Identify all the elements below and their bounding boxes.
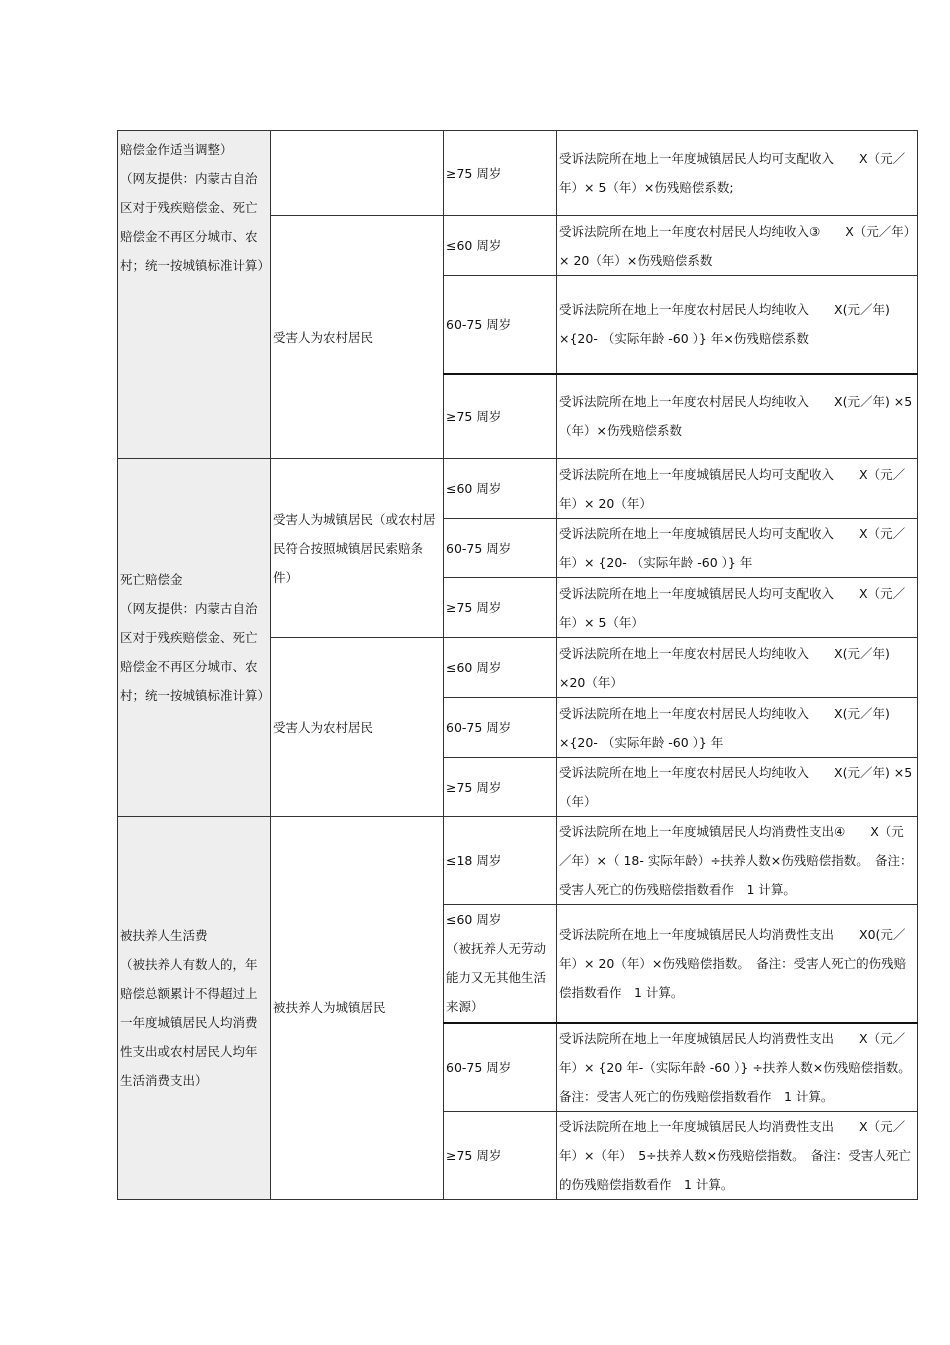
formula-cell: 受诉法院所在地上一年度城镇居民人均可支配收入 X（元／年）× 5（年） xyxy=(557,578,918,638)
formula-cell: 受诉法院所在地上一年度城镇居民人均消费性支出 X0(元／年）× 20（年）×伤残赔偿指数。 备注：受害人死亡的伤残赔偿指数看作 1 计算。 xyxy=(557,905,918,1023)
victim-type-cell: 受害人为农村居民 xyxy=(271,638,444,817)
victim-type-cell xyxy=(271,131,444,216)
age-cell: 60-75 周岁 xyxy=(444,698,557,758)
age-cell: ≤60 周岁 xyxy=(444,638,557,698)
victim-type-cell: 被扶养人为城镇居民 xyxy=(271,817,444,1200)
formula-cell: 受诉法院所在地上一年度城镇居民人均可支配收入 X（元／年）× 20（年） xyxy=(557,459,918,519)
table-row xyxy=(118,459,918,519)
age-cell: 60-75 周岁 xyxy=(444,519,557,578)
age-cell: ≤18 周岁 xyxy=(444,817,557,905)
age-cell: ≥75 周岁 xyxy=(444,131,557,216)
age-cell: 60-75 周岁 xyxy=(444,276,557,374)
victim-type-cell: 受害人为城镇居民（或农村居民符合按照城镇居民索赔条件） xyxy=(271,459,444,638)
compensation-table xyxy=(117,130,918,1200)
formula-cell: 受诉法院所在地上一年度城镇居民人均可支配收入 X（元／年）× {20- （实际年龄 -60 ）} 年 xyxy=(557,519,918,578)
formula-cell: 受诉法院所在地上一年度农村居民人均纯收入③ X（元／年）× 20（年）×伤残赔偿系数 xyxy=(557,216,918,276)
age-cell: ≤60 周岁 （被抚养人无劳动能力又无其他生活来源） xyxy=(444,905,557,1023)
age-cell: ≥75 周岁 xyxy=(444,758,557,817)
age-cell: ≥75 周岁 xyxy=(444,578,557,638)
age-cell: ≥75 周岁 xyxy=(444,374,557,459)
age-cell: ≤60 周岁 xyxy=(444,459,557,519)
age-cell: ≥75 周岁 xyxy=(444,1111,557,1199)
category-cell: 赔偿金作适当调整） （网友提供：内蒙古自治区对于残疾赔偿金、死亡赔偿金不再区分城市、农村；统一按城镇标准计算） xyxy=(118,131,271,459)
formula-cell: 受诉法院所在地上一年度农村居民人均纯收入 X(元／年) ×5（年） xyxy=(557,758,918,817)
formula-cell: 受诉法院所在地上一年度城镇居民人均消费性支出④ X（元／年）×（ 18- 实际年龄）÷扶养人数×伤残赔偿指数。 备注：受害人死亡的伤残赔偿指数看作 1 计算。 xyxy=(557,817,918,905)
formula-cell: 受诉法院所在地上一年度城镇居民人均消费性支出 X（元／年）×（年） 5÷扶养人数×伤残赔偿指数。 备注：受害人死亡的伤残赔偿指数看作 1 计算。 xyxy=(557,1111,918,1199)
formula-cell: 受诉法院所在地上一年度农村居民人均纯收入 X(元／年) ×{20- （实际年龄 -60 ）} 年 xyxy=(557,698,918,758)
category-cell: 死亡赔偿金 （网友提供：内蒙古自治区对于残疾赔偿金、死亡赔偿金不再区分城市、农村；统一按城镇标准计算） xyxy=(118,459,271,817)
formula-cell: 受诉法院所在地上一年度城镇居民人均消费性支出 X（元／年）× {20 年-（实际年龄 -60 ）} ÷扶养人数×伤残赔偿指数。 备注：受害人死亡的伤残赔偿指数看作 1 计算。 xyxy=(557,1023,918,1112)
age-cell: 60-75 周岁 xyxy=(444,1023,557,1112)
formula-cell: 受诉法院所在地上一年度城镇居民人均可支配收入 X（元／年）× 5（年）×伤残赔偿系数; xyxy=(557,131,918,216)
victim-type-cell: 受害人为农村居民 xyxy=(271,216,444,459)
formula-cell: 受诉法院所在地上一年度农村居民人均纯收入 X(元／年) ×{20- （实际年龄 -60 ）} 年×伤残赔偿系数 xyxy=(557,276,918,374)
formula-cell: 受诉法院所在地上一年度农村居民人均纯收入 X(元／年) ×20（年） xyxy=(557,638,918,698)
table-row xyxy=(118,131,918,216)
formula-cell: 受诉法院所在地上一年度农村居民人均纯收入 X(元／年) ×5（年）×伤残赔偿系数 xyxy=(557,374,918,459)
category-cell: 被扶养人生活费 （被扶养人有数人的，年赔偿总额累计不得超过上一年度城镇居民人均消费性支出或农村居民人均年生活消费支出） xyxy=(118,817,271,1200)
table-row xyxy=(118,817,918,905)
age-cell: ≤60 周岁 xyxy=(444,216,557,276)
